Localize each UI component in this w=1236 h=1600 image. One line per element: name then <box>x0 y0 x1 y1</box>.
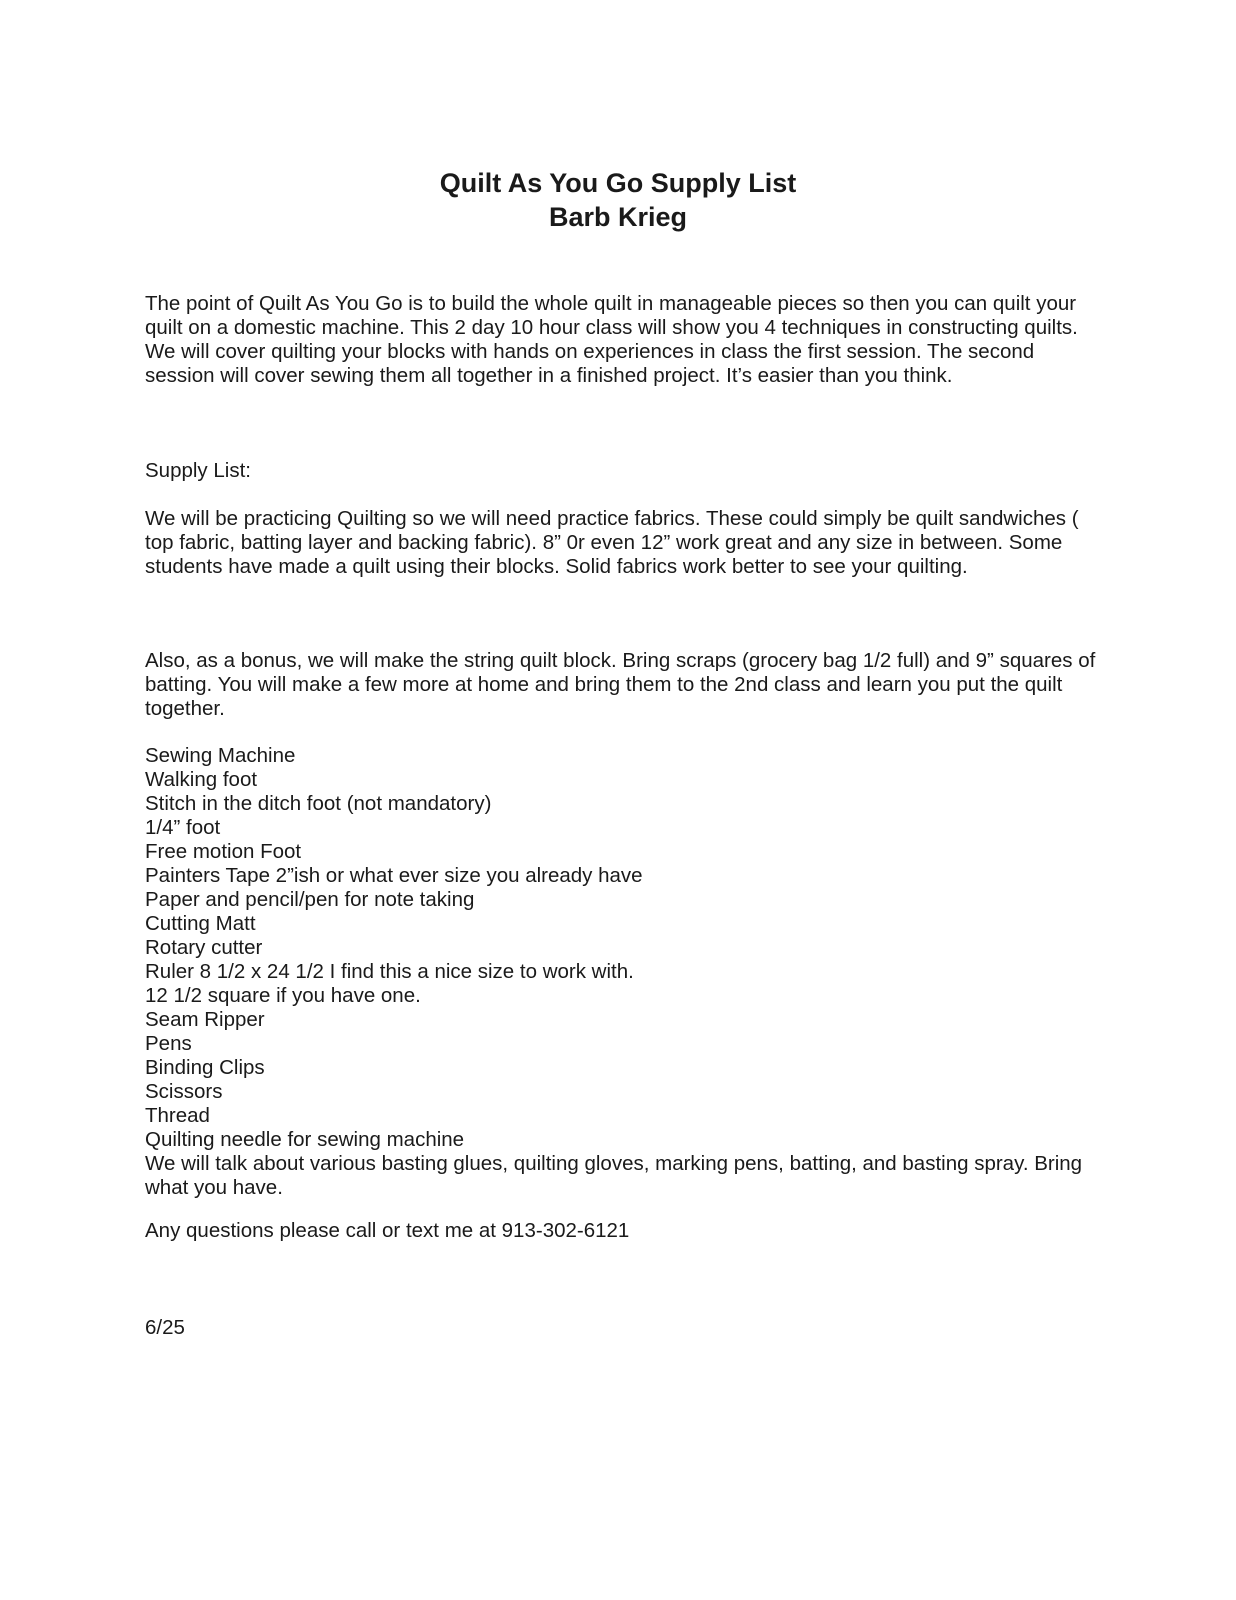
bonus-paragraph: Also, as a bonus, we will make the string quilt block. Bring scraps (grocery bag 1/2 full) and 9” squares of batting. You will make a few more at home and bring them to the 2nd class and learn you put the quilt together. <box>145 649 1096 720</box>
list-item: We will talk about various basting glues, quilting gloves, marking pens, batting, and basting spray. Bring what you have. <box>145 1152 1083 1199</box>
list-item: Scissors <box>145 1080 223 1103</box>
list-item: Cutting Matt <box>145 912 256 935</box>
list-item: Binding Clips <box>145 1056 265 1079</box>
list-item: Stitch in the ditch foot (not mandatory) <box>145 792 492 815</box>
list-item: Rotary cutter <box>145 936 263 959</box>
list-item: Pens <box>145 1032 192 1055</box>
title-block <box>0 166 1236 234</box>
document-title: Quilt As You Go Supply List <box>439 168 797 198</box>
supply-list-heading: Supply List: <box>145 459 251 482</box>
list-item: Ruler 8 1/2 x 24 1/2 I find this a nice size to work with. <box>145 960 634 983</box>
document-author: Barb Krieg <box>548 202 688 232</box>
supply-items-list <box>145 744 1105 1200</box>
list-item: Paper and pencil/pen for note taking <box>145 888 475 911</box>
list-item: Quilting needle for sewing machine <box>145 1128 465 1151</box>
list-item: 1/4” foot <box>145 816 221 839</box>
list-item: Painters Tape 2”ish or what ever size you already have <box>145 864 643 887</box>
contact-line: Any questions please call or text me at 913-302-6121 <box>145 1219 630 1242</box>
list-item: Free motion Foot <box>145 840 302 863</box>
list-item: Thread <box>145 1104 210 1127</box>
list-item: Walking foot <box>145 768 258 791</box>
intro-paragraph: The point of Quilt As You Go is to build the whole quilt in manageable pieces so then you can quilt your quilt on a domestic machine. This 2 day 10 hour class will show you 4 techniques in constructing quilts. We will cover quilting your blocks with hands on experiences in class the first session. The second session will cover sewing them all together in a finished project. It’s easier than you think. <box>145 292 1078 387</box>
list-item: Sewing Machine <box>145 744 296 767</box>
practice-fabrics-paragraph: We will be practicing Quilting so we will need practice fabrics. These could simply be quilt sandwiches ( top fabric, batting layer and backing fabric). 8” 0r even 12” work great and any size in between. Some students have made a quilt using their blocks. Solid fabrics work better to see your quilting. <box>145 507 1079 578</box>
list-item: Seam Ripper <box>145 1008 265 1031</box>
revision-date: 6/25 <box>145 1316 185 1339</box>
list-item: 12 1/2 square if you have one. <box>145 984 421 1007</box>
